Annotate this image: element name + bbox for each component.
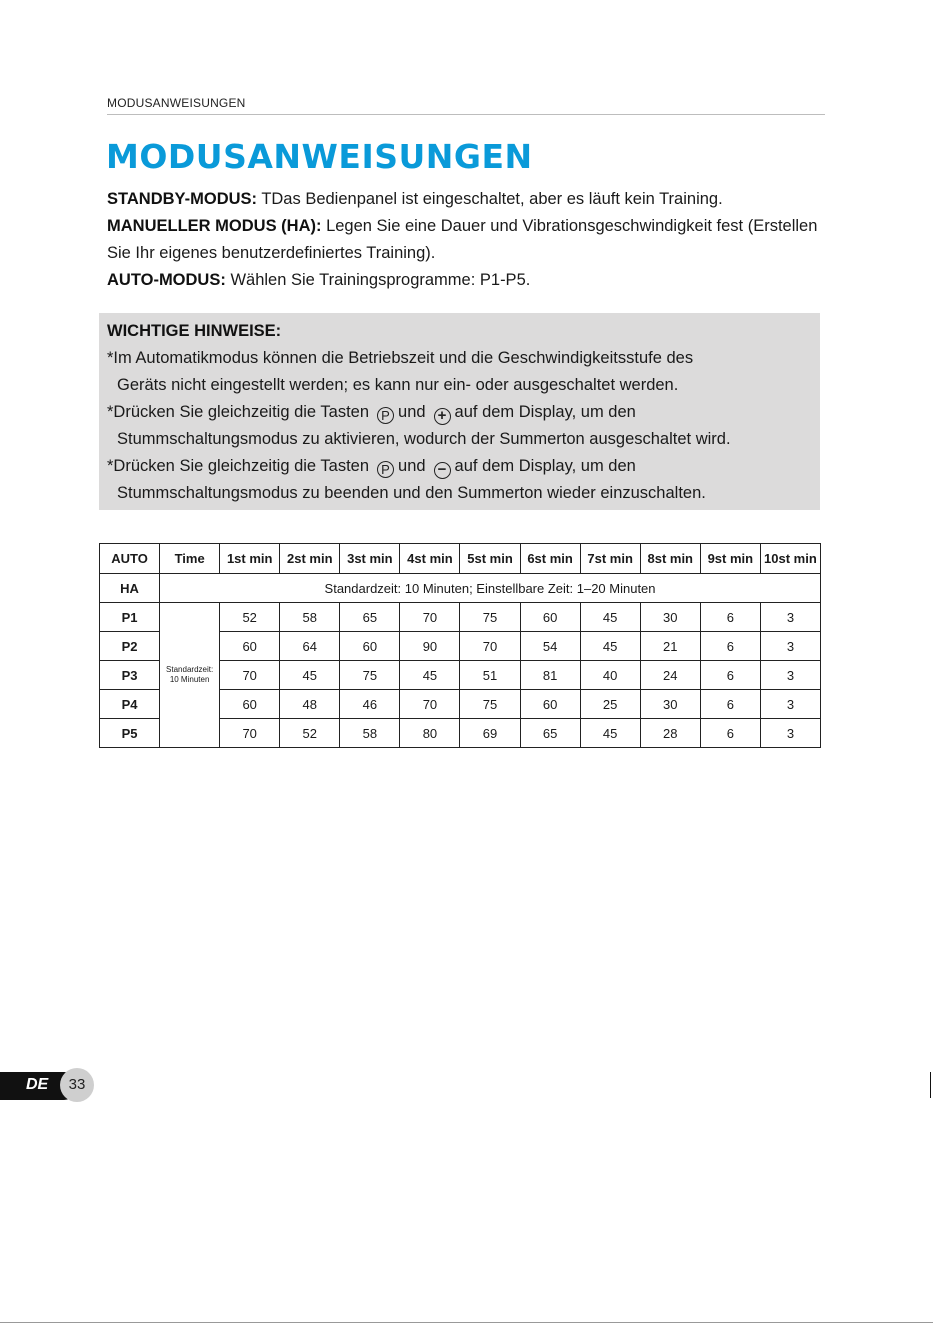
table-cell: 6: [700, 690, 760, 719]
column-header: 10st min: [760, 544, 820, 574]
table-cell: 81: [520, 661, 580, 690]
note-3-pre: *Drücken Sie gleichzeitig die Tasten: [107, 457, 370, 475]
mode-text: TDas Bedienpanel ist eingeschaltet, aber es läuft kein Training.: [257, 190, 723, 208]
table-cell: 48: [280, 690, 340, 719]
table-cell: 30: [640, 690, 700, 719]
table-cell: 45: [580, 719, 640, 748]
row-label: P1: [100, 603, 160, 632]
table-cell: 24: [640, 661, 700, 690]
table-cell: 25: [580, 690, 640, 719]
running-header: MODUSANWEISUNGEN: [107, 96, 825, 115]
note-3-post: auf dem Display, um den: [454, 457, 636, 475]
table-cell: 28: [640, 719, 700, 748]
table-cell: 58: [280, 603, 340, 632]
note-3-line-2: Stummschaltungsmodus zu beenden und den Summerton wieder einzuschalten.: [117, 484, 706, 502]
table-cell: 75: [340, 661, 400, 690]
row-label: P3: [100, 661, 160, 690]
standard-time-line-2: 10 Minuten: [169, 675, 210, 684]
table-cell: 60: [520, 690, 580, 719]
table-cell: 21: [640, 632, 700, 661]
table-cell: 45: [580, 603, 640, 632]
table-cell: 90: [400, 632, 460, 661]
table-cell: 51: [460, 661, 520, 690]
p-key-icon: P: [377, 407, 394, 424]
column-header: 7st min: [580, 544, 640, 574]
table-cell: 52: [280, 719, 340, 748]
mode-standby: [107, 186, 837, 213]
table-cell: 58: [340, 719, 400, 748]
table-cell: 3: [760, 719, 820, 748]
standard-time-cell: [160, 603, 220, 748]
note-2-line-1: [107, 399, 820, 426]
mode-text: Legen Sie eine Dauer und Vibrationsgeschwindigkeit fest (Erstellen Sie Ihr eigenes benutzerdefiniertes Training).: [107, 217, 818, 262]
notice-title: WICHTIGE HINWEISE:: [107, 322, 282, 340]
mode-manual: [107, 213, 837, 267]
row-label: P4: [100, 690, 160, 719]
table-row: [100, 603, 821, 632]
column-header: 3st min: [340, 544, 400, 574]
mode-text: Wählen Sie Trainingsprogramme: P1-P5.: [225, 271, 531, 289]
column-header: AUTO: [100, 544, 160, 574]
table-cell: 6: [700, 661, 760, 690]
program-table: [99, 543, 821, 748]
important-notice-box: [99, 313, 820, 510]
table-cell: 6: [700, 719, 760, 748]
table-cell: 3: [760, 603, 820, 632]
table-cell: 3: [760, 690, 820, 719]
table-cell: 70: [400, 690, 460, 719]
note-1-line-2: Geräts nicht eingestellt werden; es kann nur ein- oder ausgeschaltet werden.: [117, 376, 679, 394]
table-cell: 3: [760, 661, 820, 690]
row-label: P5: [100, 719, 160, 748]
table-cell: 69: [460, 719, 520, 748]
table-cell: 70: [220, 661, 280, 690]
mode-auto: [107, 267, 837, 294]
table-header-row: [100, 544, 821, 574]
page-title: MODUSANWEISUNGEN: [106, 137, 533, 176]
table-cell: 60: [340, 632, 400, 661]
minus-key-icon: −: [434, 462, 451, 479]
note-2-mid: und: [398, 403, 426, 421]
table-cell: 45: [400, 661, 460, 690]
plus-key-icon: +: [434, 408, 451, 425]
table-cell: 6: [700, 632, 760, 661]
table-cell: 3: [760, 632, 820, 661]
column-header: 1st min: [220, 544, 280, 574]
mode-descriptions: [107, 186, 837, 294]
note-1-line-1: *Im Automatikmodus können die Betriebszeit und die Geschwindigkeitsstufe des: [107, 349, 694, 367]
table-cell: 70: [460, 632, 520, 661]
standard-time-line-1: Standardzeit:: [166, 665, 214, 674]
note-3-line-1: [107, 453, 820, 480]
edge-mark: [930, 1072, 931, 1098]
column-header: 4st min: [400, 544, 460, 574]
table-cell: 75: [460, 603, 520, 632]
table-cell: 80: [400, 719, 460, 748]
language-label: DE: [26, 1076, 49, 1093]
column-header: 8st min: [640, 544, 700, 574]
mode-label: AUTO-MODUS:: [107, 271, 226, 289]
table-cell: 45: [280, 661, 340, 690]
column-header: 6st min: [520, 544, 580, 574]
bottom-rule: [0, 1322, 933, 1323]
page-number: 33: [60, 1068, 94, 1102]
table-cell: 70: [220, 719, 280, 748]
mode-label: STANDBY-MODUS:: [107, 190, 258, 208]
table-cell: 64: [280, 632, 340, 661]
table-cell: 70: [400, 603, 460, 632]
row-label: P2: [100, 632, 160, 661]
table-cell: 46: [340, 690, 400, 719]
table-cell: 52: [220, 603, 280, 632]
table-cell: 65: [340, 603, 400, 632]
column-header: 5st min: [460, 544, 520, 574]
column-header: 2st min: [280, 544, 340, 574]
column-header: 9st min: [700, 544, 760, 574]
table-cell: 60: [220, 690, 280, 719]
note-2-pre: *Drücken Sie gleichzeitig die Tasten: [107, 403, 370, 421]
row-label: HA: [100, 574, 160, 603]
mode-label: MANUELLER MODUS (HA):: [107, 217, 322, 235]
note-3-mid: und: [398, 457, 426, 475]
note-2-post: auf dem Display, um den: [454, 403, 636, 421]
table-cell: 65: [520, 719, 580, 748]
table-cell: 30: [640, 603, 700, 632]
note-2-line-2: Stummschaltungsmodus zu aktivieren, wodurch der Summerton ausgeschaltet wird.: [117, 430, 731, 448]
p-key-icon: P: [377, 461, 394, 478]
table-cell: 75: [460, 690, 520, 719]
ha-description: Standardzeit: 10 Minuten; Einstellbare Zeit: 1–20 Minuten: [160, 574, 821, 603]
table-cell: 60: [220, 632, 280, 661]
table-cell: 6: [700, 603, 760, 632]
table-cell: 40: [580, 661, 640, 690]
table-cell: 54: [520, 632, 580, 661]
table-cell: 60: [520, 603, 580, 632]
table-row-ha: [100, 574, 821, 603]
table-cell: 45: [580, 632, 640, 661]
column-header: Time: [160, 544, 220, 574]
